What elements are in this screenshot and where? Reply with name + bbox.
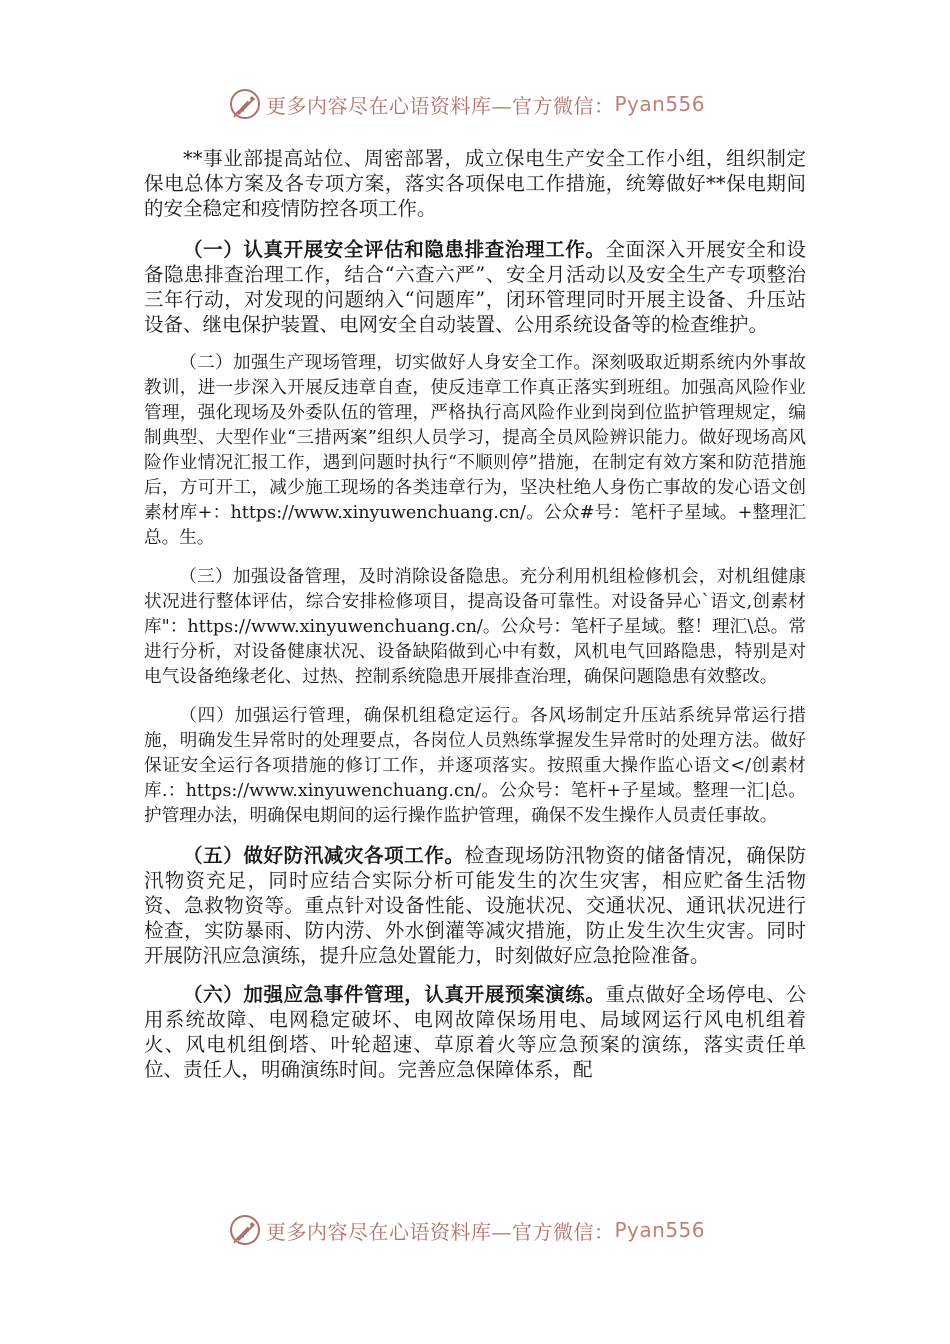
paragraph-section-3 [144,565,806,690]
watermark-text: 更多内容尽在心语资料库—官方微信： [266,1219,615,1244]
watermark-banner-bottom [0,1210,950,1250]
section-1-text: 全面深入开展安全和设备隐患排查治理工作，结合“六查六严”、安全月活动以及安全生产专项整治三年行动，对发现的问题纳入“问题库”，闭环管理同时开展主设备、升压站设备、继电保护装置、电网安全自动装置、公用系统设备等的检查维护。 [144,238,806,336]
watermark-wechat-id: Pyan556 [614,1218,706,1242]
section-5-text: 检查现场防汛物资的储备情况，确保防汛物资充足，同时应结合实际分析可能发生的次生灾害，相应贮备生活物资、急救物资等。重点针对设备性能、设施状况、交通状况、通讯状况进行检查，实防暴雨、防内涝、外水倒灌等减灾措施，防止发生次生灾害。同时开展防汛应急演练，提升应急处置能力，时刻做好应急抢险准备。 [144,844,806,967]
pen-logo-icon [228,1213,262,1247]
section-3-text: （三）加强设备管理，及时消除设备隐患。充分利用机组检修机会，对机组健康状况进行整体评估，综合安排检修项目，提高设备可靠性。对设备异心`语文,创素材库"：https://www.xinyuwenchuang.cn/。公众号：笔杆子星域。整！理汇\总。常进行分析，对设备健康状况、设备缺陷做到心中有数，风机电气回路隐患，特别是对电气设备绝缘老化、过热、控制系统隐患开展排查治理，确保问题隐患有效整改。 [144,567,806,687]
section-5-heading: （五）做好防汛减灾各项工作。 [183,844,465,867]
section-1-heading: （一）认真开展安全评估和隐患排查治理工作。 [183,238,606,261]
paragraph-section-2 [144,351,806,551]
paragraph-section-4 [144,704,806,829]
section-6-text: 重点做好全场停电、公用系统故障、电网稳定破坏、电网故障保场用电、局域网运行风电机组着火、风电机组倒塔、叶轮超速、草原着火等应急预案的演练，落实责任单位、责任人，明确演练时间。完善应急保障体系，配 [144,983,806,1081]
section-2-text: （二）加强生产现场管理，切实做好人身安全工作。深刻吸取近期系统内外事故教训，进一步深入开展反违章自查，使反违章工作真正落实到班组。加强高风险作业管理，强化现场及外委队伍的管理，严格执行高风险作业到岗到位监护管理规定，编制典型、大型作业“三措两案”组织人员学习，提高全员风险辨识能力。做好现场高风险作业情况汇报工作，遇到问题时执行“不顺则停”措施，在制定有效方案和防范措施后，方可开工，减少施工现场的各类违章行为，坚决杜绝人身伤亡事故的发心语文创素材库+：https://www.xinyuwenchuang.cn/。公众#号：笔杆子星域。+整理汇总。生。 [144,353,806,548]
paragraph-section-6 [144,982,806,1082]
paragraph-section-5 [144,843,806,968]
section-6-heading: （六）加强应急事件管理，认真开展预案演练。 [183,983,606,1006]
watermark-wechat-id: Pyan556 [614,92,706,116]
document-body [144,146,806,1096]
watermark-banner-top [0,84,950,124]
paragraph-section-1 [144,237,806,337]
section-4-text: （四）加强运行管理，确保机组稳定运行。各风场制定升压站系统异常运行措施，明确发生异常时的处理要点，各岗位人员熟练掌握发生异常时的处理方法。做好保证安全运行各项措施的修订工作，并逐项落实。按照重大操作监心语文</创素材库.：https://www.xinyuwenchuang.cn/。公众号：笔杆+子星域。整理一汇|总。护管理办法，明确保电期间的运行操作监护管理，确保不发生操作人员责任事故。 [144,706,806,826]
paragraph-intro [144,146,806,221]
pen-logo-icon [228,87,262,121]
paragraph-intro-text: **事业部提高站位、周密部署，成立保电生产安全工作小组，组织制定保电总体方案及各专项方案，落实各项保电工作措施，统筹做好**保电期间的安全稳定和疫情防控各项工作。 [144,147,806,220]
watermark-text: 更多内容尽在心语资料库—官方微信： [266,93,615,118]
